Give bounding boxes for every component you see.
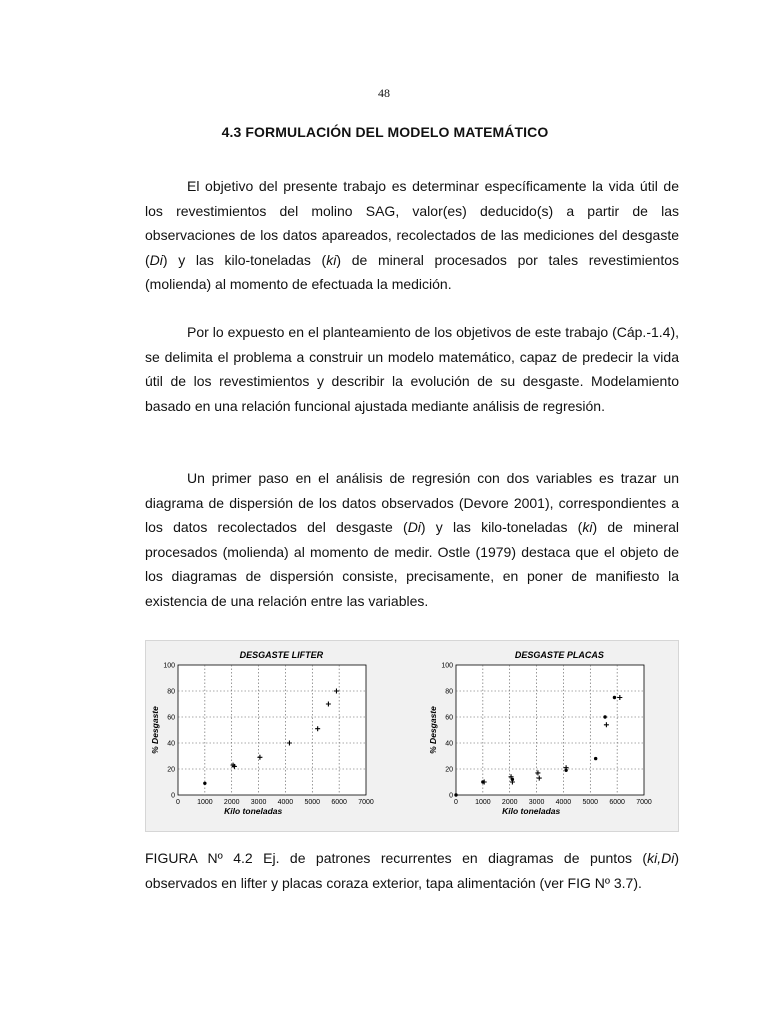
chart-title: DESGASTE LIFTER <box>239 650 324 660</box>
x-tick-label: 7000 <box>358 799 374 806</box>
italic-symbol: ki <box>326 251 337 268</box>
text-run: ) y las kilo-toneladas ( <box>162 251 327 268</box>
data-point <box>613 696 616 699</box>
y-tick-label: 100 <box>441 662 453 670</box>
y-axis-label: % Desgaste <box>150 706 160 754</box>
y-tick-label: 20 <box>445 766 453 774</box>
y-tick-label: 60 <box>167 714 175 722</box>
data-point <box>454 793 457 796</box>
x-tick-label: 3000 <box>528 799 545 806</box>
x-tick-label: 2000 <box>501 799 518 806</box>
figure-caption <box>145 846 679 895</box>
text-run: FIGURA Nº 4.2 Ej. de patrones recurrentes en diagramas de puntos ( <box>145 850 648 866</box>
x-tick-label: 1000 <box>475 799 491 806</box>
page-number: 48 <box>378 86 390 100</box>
italic-symbol: Di <box>407 519 421 535</box>
plot-area <box>178 665 366 795</box>
data-point <box>603 715 606 718</box>
x-tick-label: 5000 <box>304 799 321 806</box>
data-point <box>594 757 597 760</box>
plot-area <box>456 665 644 795</box>
italic-symbol: ki <box>582 519 593 535</box>
text-run: ) de mineral procesados (molienda) al momento de medir. Ostle (1979) destaca que el objeto de los diagramas de dispersión consiste, precisamente, en poner de manifiesto la existencia de una relación entre las variables. <box>145 519 679 609</box>
text-run: ) de mineral procesados por tales revestimientos (molienda) al momento de efectuada la medición. <box>145 251 680 292</box>
chart-title: DESGASTE PLACAS <box>514 650 604 660</box>
x-tick-label: 6000 <box>609 799 625 806</box>
y-tick-label: 0 <box>171 792 175 800</box>
figure-scatter-plots <box>145 640 679 832</box>
paragraph-1 <box>145 174 679 297</box>
y-tick-label: 40 <box>445 740 453 748</box>
x-tick-label: 0 <box>176 799 180 806</box>
chart-1 <box>150 650 374 816</box>
paragraph-3 <box>145 466 679 613</box>
text-run: El objetivo del presente trabajo es determinar específicamente la vida útil de los revestimientos del molino SAG, valor(es) deducido(s) a partir de las observaciones de los datos apareados, recolectados de las mediciones del desgaste ( <box>145 178 679 268</box>
x-tick-label: 4000 <box>555 799 572 806</box>
y-tick-label: 80 <box>445 688 453 696</box>
text-run: Por lo expuesto en el planteamiento de los objetivos de este trabajo (Cáp.-1.4), se delimita el problema a construir un modelo matemático, capaz de predecir la vida útil de los revestimientos y describir la evolución de su desgaste. Modelamiento basado en una relación funcional ajustada mediante análisis de regresión. <box>145 324 679 414</box>
italic-symbol: Di <box>149 251 163 268</box>
x-tick-label: 7000 <box>636 799 652 806</box>
y-tick-label: 80 <box>167 688 175 696</box>
x-tick-label: 3000 <box>250 799 267 806</box>
chart-2 <box>428 650 652 816</box>
text-run: ) y las kilo-toneladas ( <box>420 519 583 535</box>
data-point <box>511 778 514 781</box>
x-tick-label: 1000 <box>197 799 213 806</box>
y-axis-label: % Desgaste <box>428 706 438 754</box>
x-tick-label: 4000 <box>277 799 294 806</box>
y-tick-label: 100 <box>163 662 175 670</box>
y-tick-label: 20 <box>167 766 175 774</box>
x-axis-label: Kilo toneladas <box>502 806 561 816</box>
section-heading: 4.3 FORMULACIÓN DEL MODELO MATEMÁTICO <box>221 124 549 140</box>
x-tick-label: 0 <box>454 799 458 806</box>
x-tick-label: 5000 <box>582 799 599 806</box>
y-tick-label: 60 <box>445 714 453 722</box>
x-axis-label: Kilo toneladas <box>224 806 283 816</box>
y-tick-label: 40 <box>167 740 175 748</box>
data-point <box>203 782 206 785</box>
scatter-charts-svg <box>146 641 678 831</box>
x-tick-label: 6000 <box>331 799 347 806</box>
text-run: ) observados en lifter y placas coraza exterior, tapa alimentación (ver FIG Nº 3.7). <box>145 850 679 891</box>
x-tick-label: 2000 <box>223 799 240 806</box>
italic-symbol: ki,Di <box>647 850 675 866</box>
data-point <box>564 769 567 772</box>
text-run: Un primer paso en el análisis de regresión con dos variables es trazar un diagrama de dispersión de los datos observados (Devore 2001), correspondientes a los datos recolectados del desgaste ( <box>145 470 679 535</box>
y-tick-label: 0 <box>449 792 453 800</box>
paragraph-2 <box>145 320 679 418</box>
